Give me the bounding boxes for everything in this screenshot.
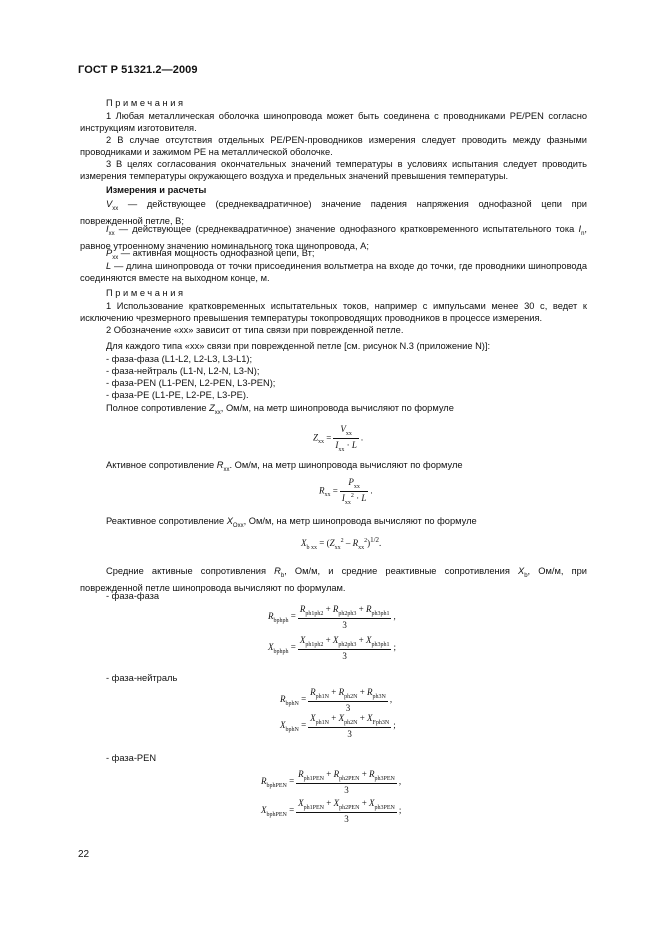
loop-item-1: - фаза-фаза (L1-L2, L2-L3, L3-L1); (106, 354, 253, 364)
loop-intro: Для каждого типа «xx» связи при поврежденной петле [см. рисунок N.3 (приложение N)]: (106, 341, 491, 351)
denominator: 3 (347, 728, 352, 739)
denominator: 3 (342, 619, 347, 630)
formula-x-phph: $X_{bphph}$ = $\frac{X_{ph1ph2} + X_{ph2ph3} + X_{ph3ph1}}{3}$ ; (268, 635, 396, 661)
def-v: $V_{xx}$ — действующее (среднеквадратичное) значение падения напряжения однофазной цепи при поврежденной петле, В; (80, 199, 587, 226)
notes-title: Примечания (106, 98, 186, 108)
x-intro: Реактивное сопротивление $X_{Oxx}$, Ом/м, на метр шинопровода вычисляют по формуле (106, 516, 477, 529)
def-i: $I_{xx}$ — действующее (среднеквадратичное) значение однофазного кратковременного испытательного тока $I_n$, равное утроенному значению номинального тока шинопровода, А; (80, 224, 587, 251)
section-title: Измерения и расчеты (106, 185, 207, 195)
case-phase-pen: - фаза-PEN (106, 753, 157, 763)
note-1: 1 Любая металлическая оболочка шинопровода может быть соединена с проводниками PE/PEN согласно инструкциям изготовителя. (80, 111, 587, 133)
note2-2: 2 Обозначение «xx» зависит от типа связи при поврежденной петле. (106, 325, 404, 335)
denominator: 3 (342, 650, 347, 661)
note2-1: 1 Использование кратковременных испытательных токов, например с импульсами менее 30 с, ведет к исключению чрезмерного превышения температуры токопроводящих проводников в процессе измерения. (80, 301, 587, 323)
formula-z: $Z_{xx}$ = $\frac{V_{xx}}{I_{xx} \cdot L}$ . (313, 424, 364, 453)
note-3: 3 В целях согласования окончательных значений температуры в условиях испытания следует проводить измерения температуры окружающего воздуха и предельных значений превышения температуры. (80, 159, 587, 181)
formula-x-phpen: $X_{bphPEN}$ = $\frac{X_{ph1PEN} + X_{ph2PEN} + X_{ph3PEN}}{3}$ ; (261, 798, 402, 824)
formula-x-phn: $X_{bphN}$ = $\frac{X_{ph1N} + X_{ph2N} + X_{Fph3N}}{3}$ ; (280, 713, 396, 739)
case-phase-neutral: - фаза-нейтраль (106, 673, 178, 683)
formula-x: $X_{b xx} = (Z_{xx}^2 - R_{xx}^2)^{1/2}$. (301, 536, 382, 551)
def-p: $P_{xx}$ — активная мощность однофазной цепи, Вт; (106, 248, 315, 261)
notes2-title: Примечания (106, 288, 186, 298)
denominator: 3 (345, 702, 351, 713)
r-intro: Активное сопротивление $R_{xx}$. Ом/м, на метр шинопровода вычисляют по формуле (106, 460, 463, 473)
z-intro: Полное сопротивление $Z_{xx}$, Ом/м, на метр шинопровода вычисляют по формуле (106, 403, 454, 416)
case-phase-phase: - фаза-фаза (106, 591, 160, 601)
loop-item-2: - фаза-нейтраль (L1-N, L2-N, L3-N); (106, 366, 260, 376)
document-header: ГОСТ Р 51321.2—2009 (78, 64, 198, 76)
avg-intro: Средние активные сопротивления $R_b$, Ом/м, и средние реактивные сопротивления $X_b$, Ом/м, при поврежденной петле шинопровода вычисляют по формулам. (80, 566, 587, 593)
page-number: 22 (78, 849, 90, 860)
note-2: 2 В случае отсутствия отдельных PE/PEN-проводников измерения следует проводить между фазными проводниками и зажимом PE на металлической оболочке. (80, 135, 587, 157)
loop-item-3: - фаза-PEN (L1-PEN, L2-PEN, L3-PEN); (106, 378, 276, 388)
formula-r-phph: $R_{bphph}$ = $\frac{R_{ph1ph2} + R_{ph2ph3} + R_{ph3ph1}}{3}$ , (268, 604, 396, 630)
formula-r-phn: $R_{bphN}$ = $\frac{R_{ph1N} + R_{ph2N} + R_{ph3N}}{3}$ , (280, 687, 393, 713)
loop-item-4: - фаза-PE (L1-PE, L2-PE, L3-PE). (106, 390, 249, 400)
def-l: L — длина шинопровода от точки присоединения вольтметра на входе до точки, где проводники шинопровода соединяются вместе на выходном конце, м. (80, 261, 587, 283)
formula-r-phpen: $R_{bphPEN}$ = $\frac{R_{ph1PEN} + R_{ph2PEN} + R_{ph3PEN}}{3}$ , (261, 769, 402, 795)
formula-r: $R_{xx}$ = $\frac{P_{xx}}{I_{xx}^2 \cdot L}$ . (319, 477, 373, 506)
denominator: 3 (344, 784, 349, 795)
denominator: 3 (344, 813, 349, 824)
